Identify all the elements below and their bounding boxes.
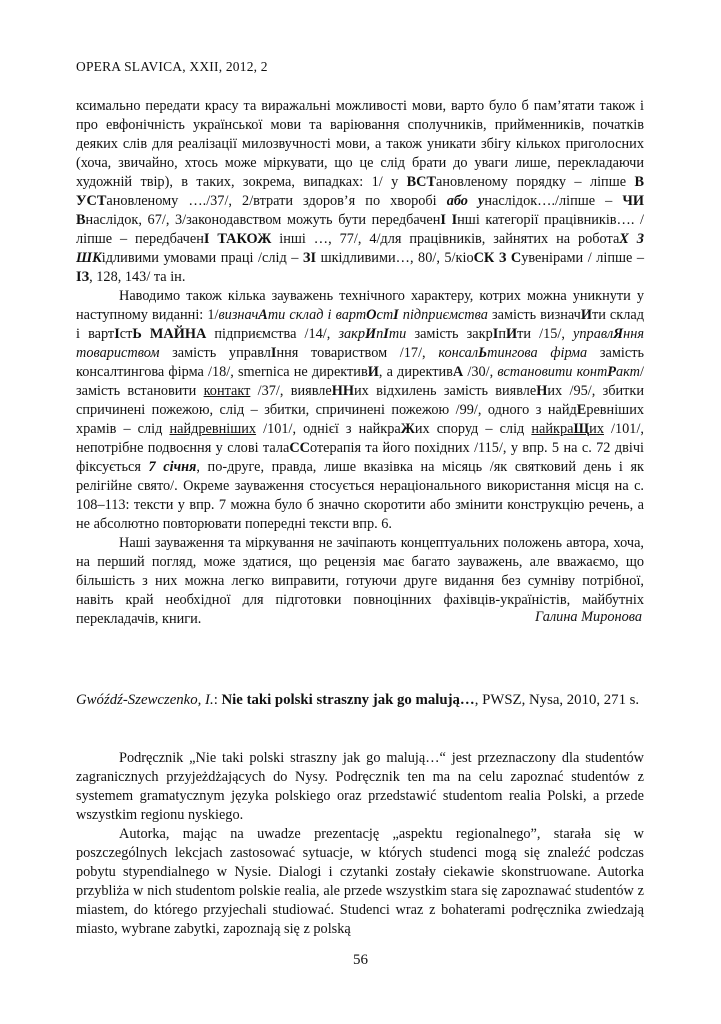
- text-run: И: [506, 326, 518, 342]
- paragraph-1: [76, 97, 644, 287]
- text-run: И: [365, 326, 377, 342]
- text-run: ЧИ В: [76, 193, 644, 228]
- citation-publisher: , PWSZ, Nysa, 2010, 271 s.: [474, 692, 640, 708]
- text-run: , по-друге, правда, лише вказівка на місяць /як святковий день і як релігійне свято/. Окреме зауваження стосується нераціонального використання місця на с. 108–113: тексти у впр. 7 можна було б значно скоротити або змінити конструкцію речень, а не абсолютно повторювати попередні тексти впр. 6.: [76, 459, 644, 532]
- text-run: найдревніших: [169, 421, 257, 437]
- text-run: наслідок, 67/, 3/законодавством можуть бути передбачен: [85, 212, 441, 228]
- text-run: І: [393, 307, 399, 323]
- text-run: контакт: [203, 383, 251, 399]
- text-run: замість закр: [406, 326, 493, 342]
- text-run: А: [452, 364, 464, 380]
- text-run: замість управл: [159, 345, 271, 361]
- text-run: Ж: [400, 421, 415, 437]
- text-run: ЗІ: [302, 250, 317, 266]
- text-run: Ь МАЙНА: [132, 326, 207, 342]
- text-run: ксимально передати красу та виражальні можливості мови, варто було б пам’ятати також і про евфонічність української мови та варіювання сполучників, прийменників, початків деяких слів для реалізації милозвучності мови, а також уникати збігу кількох приголосних (хоча, звичайно, хтось може міркувати, що це слід брати до уваги лише, перекладаючи художній твір), в таких, зокрема, випадках: 1/ у: [76, 98, 644, 190]
- citation-author: Gwóźdź-Szewczenko, I.: [76, 692, 214, 708]
- text-run: І: [383, 326, 389, 342]
- text-run: акт: [616, 364, 641, 380]
- review-1-text: [76, 97, 644, 629]
- text-run: их: [589, 421, 604, 437]
- text-run: В УСТ: [76, 174, 644, 209]
- text-run: найкра: [531, 421, 574, 437]
- text-run: И: [367, 364, 379, 380]
- text-run: их /95/, збитки спричинені пожежою, слід – збитки, спричинені пожежою /99/, одного з найд: [76, 383, 645, 418]
- text-run: , а директив: [378, 364, 453, 380]
- text-run: наслідок…./ліпше –: [484, 193, 623, 209]
- text-run: их споруд – слід: [414, 421, 532, 437]
- paragraph-4: Podręcznik „Nie taki polski straszny jak go malują…“ jest przeznaczony dla studentów zagranicznych przyjeżdżających do Nysy. Podręcznik ten ma na celu zapoznać studentów z systemem gramatycznym języka polskiego oraz przedstawić studentom realia Polski, a przede wszystkim regionu nyskiego.: [76, 750, 644, 823]
- page-number: 56: [353, 952, 368, 968]
- text-run: Ь: [478, 345, 488, 361]
- text-run: п: [498, 326, 506, 342]
- text-run: ІЗ: [76, 269, 90, 285]
- text-run: замість консалтингова фірма /18/, smernica не директив: [76, 345, 644, 380]
- review-2-text: [76, 749, 644, 939]
- text-run: НН: [331, 383, 355, 399]
- running-header: OPERA SLAVICA, XXII, 2012, 2: [76, 59, 268, 74]
- text-run: /30/,: [463, 364, 498, 380]
- paragraph-5: Autorka, mając na uwadze prezentację „aspektu regionalnego”, starała się w poszczególnych lekcjach zastosować sytuacje, w których studenci mogą się znaleźć podczas pobytu stypendialnego w Nysie. Dialogi i czytanki zostały ciekawie skonstruowane. Autorka przybliża w nich studentom polskie realia, ale przede wszystkim stara się zapoznawać studentów z miastem, do którego przyjechali studiować. Studenci wraz z bohaterami podręcznika zwiedzają miasto, wybrane zabytki, zapoznają się z polską: [76, 826, 644, 937]
- text-run: ревніших храмів – слід: [76, 402, 644, 437]
- text-run: /101/, однієї з найкра: [256, 421, 401, 437]
- text-run: их відхилень замість виявле: [354, 383, 537, 399]
- text-run: нші категорії працівників…. / ліпше – передбачен: [76, 212, 645, 247]
- text-run: тингова фірма: [487, 345, 588, 361]
- text-run: консал: [438, 345, 479, 361]
- text-run: ння товариством /17/,: [276, 345, 439, 361]
- text-run: І І: [440, 212, 458, 228]
- text-run: Щ: [573, 421, 590, 437]
- text-run: І ТАКОЖ: [203, 231, 272, 247]
- text-run: Р: [607, 364, 617, 380]
- text-run: встановити конт: [497, 364, 608, 380]
- text-run: 7 січня: [148, 459, 197, 475]
- text-run: ти: [388, 326, 407, 342]
- text-run: Х З ШК: [76, 231, 645, 266]
- text-run: А: [258, 307, 268, 323]
- text-run: підприємства: [398, 307, 488, 323]
- text-run: ти склад і варт: [267, 307, 367, 323]
- text-run: ст: [376, 307, 394, 323]
- text-run: інші …, 77/, 4/для працівників, зайнятих на робота: [271, 231, 620, 247]
- text-run: /37/, виявле: [250, 383, 332, 399]
- text-run: управл: [573, 326, 614, 342]
- text-run: визнач: [218, 307, 259, 323]
- text-run: Я: [613, 326, 624, 342]
- text-run: І: [492, 326, 499, 342]
- text-run: п: [376, 326, 384, 342]
- text-run: /101/, непотрібне подвоєння у слові тала: [76, 421, 644, 456]
- text-run: підприємства /14/,: [206, 326, 339, 342]
- text-run: І: [114, 326, 120, 342]
- text-run: СК З С: [473, 250, 522, 266]
- text-run: закр: [338, 326, 365, 342]
- text-run: ВСТ: [406, 174, 437, 190]
- text-run: або у: [446, 193, 485, 209]
- citation-title: Nie taki polski straszny jak go malują…: [221, 692, 475, 708]
- text-run: І: [270, 345, 277, 361]
- text-run: замість визнач: [487, 307, 581, 323]
- text-run: О: [366, 307, 377, 323]
- text-run: Н: [536, 383, 548, 399]
- text-run: увенірами / ліпше –: [521, 250, 644, 266]
- review-2-citation: [76, 690, 644, 710]
- text-run: Наводимо також кілька зауважень технічного характеру, котрих можна уникнути у наступному виданні: 1/: [76, 288, 644, 323]
- text-run: ння товариством: [76, 326, 644, 361]
- text-run: ти /15/,: [517, 326, 574, 342]
- text-run: шкідливими…, 80/, 5/кіо: [316, 250, 474, 266]
- text-run: ідливими умовами праці /слід –: [101, 250, 303, 266]
- text-run: ти склад і варт: [76, 307, 644, 342]
- citation-separator: :: [213, 692, 222, 708]
- text-run: И: [580, 307, 592, 323]
- text-run: ановленому порядку – ліпше: [436, 174, 635, 190]
- paragraph-2: [76, 287, 644, 534]
- text-run: / замість встановити: [76, 364, 644, 399]
- text-run: Е: [576, 402, 587, 418]
- reviewer-signature: Галина Миронова: [535, 609, 642, 625]
- text-run: , 128, 143/ та ін.: [89, 269, 186, 285]
- text-run: ст: [119, 326, 133, 342]
- text-run: СС: [289, 440, 310, 456]
- paragraph-3: Наші зауваження та міркування не зачіпають концептуальних положень автора, хоча, на перший погляд, може здатися, що рецензія має багато зауважень, але вважаємо, що більшість з них можна легко виправити, готуючи друге видання без сумніву потрібної, навіть край необхідної для підготовки повноцінних фахівців-україністів, майбутніх перекладачів, книги.: [76, 535, 644, 627]
- text-run: ановленому …./37/, 2/втрати здоров’я по хворобі: [106, 193, 447, 209]
- text-run: отерапія та його похідних /115/, у впр. 5 на с. 72 двічі фіксується: [76, 440, 644, 475]
